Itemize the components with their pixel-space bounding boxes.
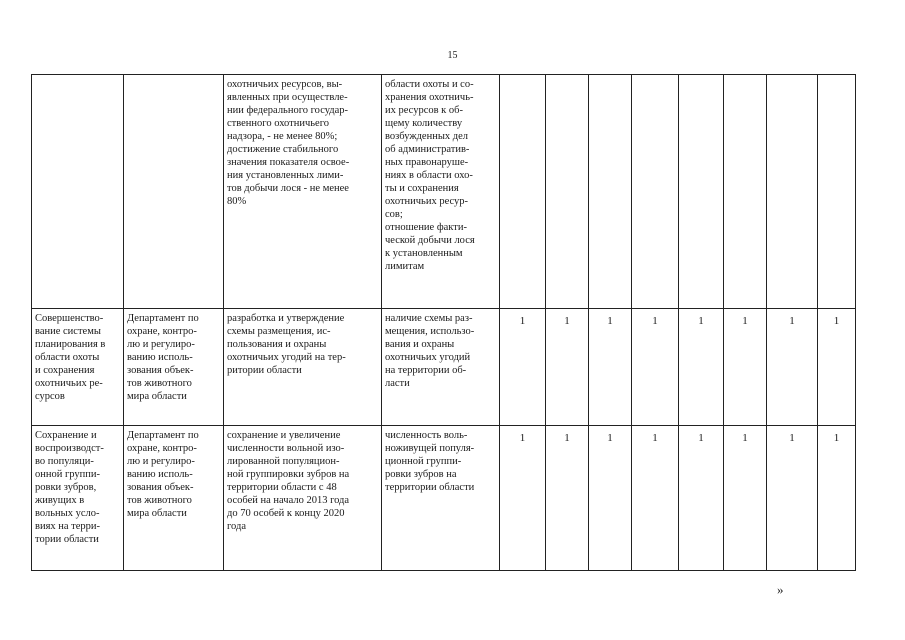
indicator-cell: наличие схемы раз- мещения, использо- вания и охраны охотничьих угодий на территории об- ласти bbox=[382, 309, 500, 426]
value-cell bbox=[724, 75, 767, 309]
event-cell: Сохранение и воспроизводст- во популяци- онной группи- ровки зубров, живущих в вольных усло- виях на терри- тории области bbox=[32, 426, 124, 571]
value-cell bbox=[767, 75, 818, 309]
result-cell: разработка и утверждение схемы размещения, ис- пользования и охраны охотничьих угодий на тер- ритории области bbox=[224, 309, 382, 426]
page-number: 15 bbox=[447, 50, 458, 61]
value-cell: 1 bbox=[767, 309, 818, 426]
executor-cell bbox=[124, 75, 224, 309]
value-cell: 1 bbox=[818, 426, 856, 571]
value-cell: 1 bbox=[589, 309, 632, 426]
result-cell: охотничьих ресурсов, вы- явленных при осуществле- нии федерального государ- ственного охотничьего надзора, - не менее 80%; достижение стабильного значения показателя освое- ния установленных лими- тов добычи лося - не менее 80% bbox=[224, 75, 382, 309]
table-row bbox=[32, 75, 856, 309]
value-cell: 1 bbox=[546, 426, 589, 571]
value-cell bbox=[679, 75, 724, 309]
closing-quote-mark: » bbox=[777, 582, 784, 597]
value-cell: 1 bbox=[500, 426, 546, 571]
value-cell: 1 bbox=[724, 309, 767, 426]
value-cell: 1 bbox=[500, 309, 546, 426]
executor-cell: Департамент по охране, контро- лю и регулиро- ванию исполь- зования объек- тов животного мира области bbox=[124, 309, 224, 426]
result-cell: сохранение и увеличение численности вольной изо- лированной популяцион- ной группировки зубров на территории области с 48 особей на начало 2013 года до 70 особей к концу 2020 года bbox=[224, 426, 382, 571]
table-row bbox=[32, 426, 856, 571]
value-cell bbox=[546, 75, 589, 309]
program-table bbox=[31, 74, 856, 571]
value-cell: 1 bbox=[632, 309, 679, 426]
value-cell: 1 bbox=[767, 426, 818, 571]
event-cell bbox=[32, 75, 124, 309]
value-cell bbox=[632, 75, 679, 309]
value-cell: 1 bbox=[818, 309, 856, 426]
indicator-cell: области охоты и со- хранения охотничь- их ресурсов к об- щему количеству возбужденных дел об административ- ных правонаруше- ниях в области охо- ты и сохранения охотничьих ресур- сов; отношение факти- ческой добычи лося к установленным лимитам bbox=[382, 75, 500, 309]
value-cell bbox=[500, 75, 546, 309]
value-cell bbox=[589, 75, 632, 309]
executor-cell: Департамент по охране, контро- лю и регулиро- ванию исполь- зования объек- тов животного мира области bbox=[124, 426, 224, 571]
value-cell: 1 bbox=[724, 426, 767, 571]
table-row bbox=[32, 309, 856, 426]
event-cell: Совершенство- вание системы планирования в области охоты и сохранения охотничьих ре- сурсов bbox=[32, 309, 124, 426]
value-cell: 1 bbox=[546, 309, 589, 426]
value-cell: 1 bbox=[679, 309, 724, 426]
value-cell bbox=[818, 75, 856, 309]
indicator-cell: численность воль- ноживущей популя- ционной группи- ровки зубров на территории области bbox=[382, 426, 500, 571]
value-cell: 1 bbox=[632, 426, 679, 571]
value-cell: 1 bbox=[589, 426, 632, 571]
value-cell: 1 bbox=[679, 426, 724, 571]
